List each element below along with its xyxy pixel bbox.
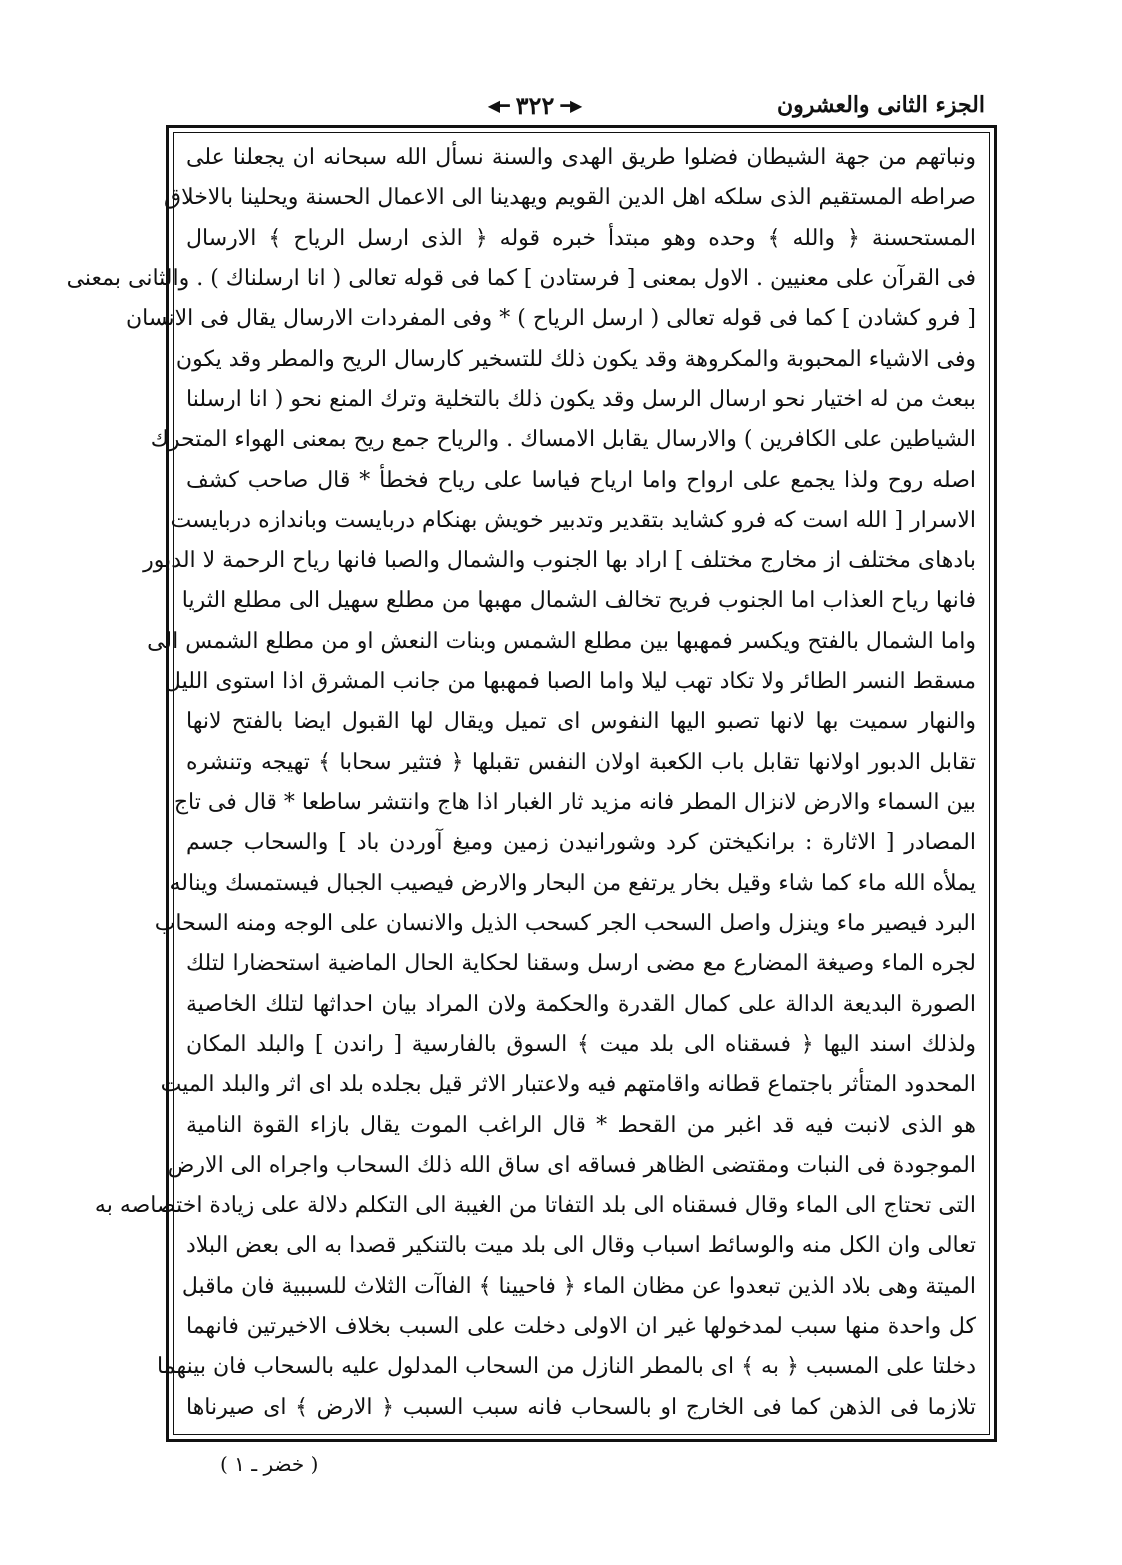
text-line: هو الذى لانبت فيه قد اغبر من القحط * قال الراغب الموت يقال بازاء القوة النامية <box>186 1112 976 1138</box>
text-line: مسقط النسر الطائر ولا تكاد تهب ليلا واما الصبا فمهبها من جانب المشرق اذا استوى الليل <box>164 669 976 695</box>
text-line: تلازما فى الذهن كما فى الخارج او بالسحاب فانه سبب السبب ﴿ الارض ﴾ اى صيرناها <box>186 1394 976 1420</box>
text-line: وفى الاشياء المحبوبة والمكروهة وقد يكون ذلك للتسخير كارسال الريح والمطر وقد يكون <box>175 346 976 372</box>
text-line: يملأه الله ماء كما شاء وقيل بخار يرتفع من البحار والارض فيصيب الجبال فيستمسك ويناله <box>169 870 976 896</box>
text-line: فى القرآن على معنيين . الاول بمعنى [ فرستادن ] كما فى قوله تعالى ( انا ارسلناك ) . والثانى بمعنى <box>66 265 976 291</box>
ornament-left-icon: ◀━ <box>487 95 510 115</box>
text-line: تقابل الدبور اولانها تقابل باب الكعبة اولان النفس تقبلها ﴿ فتثير سحابا ﴾ تهيجه وتنشره <box>186 749 976 775</box>
text-line: المصادر [ الاثارة : برانكيختن كرد وشورانيدن زمين وميغ آوردن باد ] والسحاب جسم <box>186 830 976 856</box>
text-line: اصله روح ولذا يجمع على ارواح واما ارياح فياسا على رياح فخطأ * قال صاحب كشف <box>186 467 976 493</box>
text-line: ببعث من له اختيار نحو ارسال الرسل وقد يكون ذلك بالتخلية وترك المنع نحو ( انا ارسلنا <box>186 386 976 412</box>
part-label: الجزء الثانى والعشرون <box>776 92 985 118</box>
text-line: المستحسنة ﴿ والله ﴾ وحده وهو مبتدأ خبره قوله ﴿ الذى ارسل الرياح ﴾ الارسال <box>186 225 976 251</box>
text-line: التى تحتاج الى الماء وقال فسقناه الى بلد التفاتا من الغيبة الى التكلم دلالة على زيادة اختصاصه به <box>94 1193 976 1219</box>
text-line: لجره الماء وصيغة المضارع مع مضى ارسل وسقنا لحكاية الحال الماضية استحضارا لتلك <box>186 951 976 977</box>
text-line: دخلتا على المسبب ﴿ به ﴾ اى بالمطر النازل من السحاب المدلول عليه بالسحاب فان بينهما <box>157 1354 976 1380</box>
page-number-ornament <box>470 88 600 122</box>
text-line: ولذلك اسند اليها ﴿ فسقناه الى بلد ميت ﴾ السوق بالفارسية [ راندن ] والبلد المكان <box>186 1031 976 1057</box>
text-line: ونباتهم من جهة الشيطان فضلوا طريق الهدى والسنة نسأل الله سبحانه ان يجعلنا على <box>186 145 976 170</box>
text-line: كل واحدة منها سبب لمدخولها غير ان الاولى دخلت على السبب بخلاف الاخيرتين فانهما <box>186 1314 976 1340</box>
page-number: ٣٢٢ <box>515 90 555 120</box>
text-line: واما الشمال بالفتح ويكسر فمهبها بين مطلع الشمس وبنات النعش او من مطلع الشمس الى <box>147 628 976 654</box>
text-line: والنهار سميت بها لانها تصبو اليها النفوس اى تميل ويقال لها القبول ايضا بالفتح لانها <box>186 709 976 735</box>
text-line: بادهاى مختلف از مخارج مختلف ] اراد بها الجنوب والشمال والصبا فانها رياح الرحمة لا الدبور <box>143 548 976 574</box>
text-line: بين السماء والارض لانزال المطر فانه مزيد ثار الغبار اذا هاج وانتشر ساطعا * قال فى تاج <box>173 790 976 815</box>
text-line: الميتة وهى بلاد الذين تبعدوا عن مظان الماء ﴿ فاحيينا ﴾ الفاآت الثلاث للسببية فان ماقبل <box>181 1273 976 1299</box>
text-line: الصورة البديعة الدالة على كمال القدرة والحكمة ولان المراد بيان احداثها لتلك الخاصية <box>186 991 976 1017</box>
text-line: الشياطين على الكافرين ) والارسال يقابل الامساك . والرياح جمع ريح بمعنى الهواء المتحرك <box>150 427 976 453</box>
text-line: فانها رياح العذاب اما الجنوب فريح تخالف الشمال مهبها من مطلع سهيل الى مطلع الثريا <box>181 588 976 614</box>
text-line: [ فرو كشادن ] كما فى قوله تعالى ( ارسل الرياح ) * وفى المفردات الارسال يقال فى الانسان <box>125 306 976 332</box>
text-line: صراطه المستقيم الذى سلكه اهل الدين القويم ويهدينا الى الاعمال الحسنة ويحلينا بالاخلاق <box>164 185 976 211</box>
signature-mark: ( خضر ـ ١ ) <box>220 1452 319 1476</box>
text-line: المحدود المتأثر باجتماع قطانه واقامتهم فيه ولاعتبار الاثر قيل بجلده بلد اى اثر والبلد الميت <box>160 1072 976 1098</box>
ornament-right-icon: ━▶ <box>560 95 583 115</box>
text-line: الموجودة فى النبات ومقتضى الظاهر فساقه اى ساق الله ذلك السحاب واجراه الى الارض <box>167 1152 976 1178</box>
text-line: تعالى وان الكل منه والوسائط اسباب وقال الى بلد ميت بالتنكير قصدا به الى بعض البلاد <box>186 1233 976 1259</box>
page-header <box>185 88 985 124</box>
text-line: الاسرار [ الله است كه فرو كشايد بتقدير وتدبير خويش بهنكام دربايست وباندازه دربايست <box>170 507 976 533</box>
text-line: البرد فيصير ماء وينزل واصل السحب الجر كسحب الذيل والانسان على الوجه ومنه السحاب <box>154 910 976 936</box>
body-text <box>66 138 976 1435</box>
